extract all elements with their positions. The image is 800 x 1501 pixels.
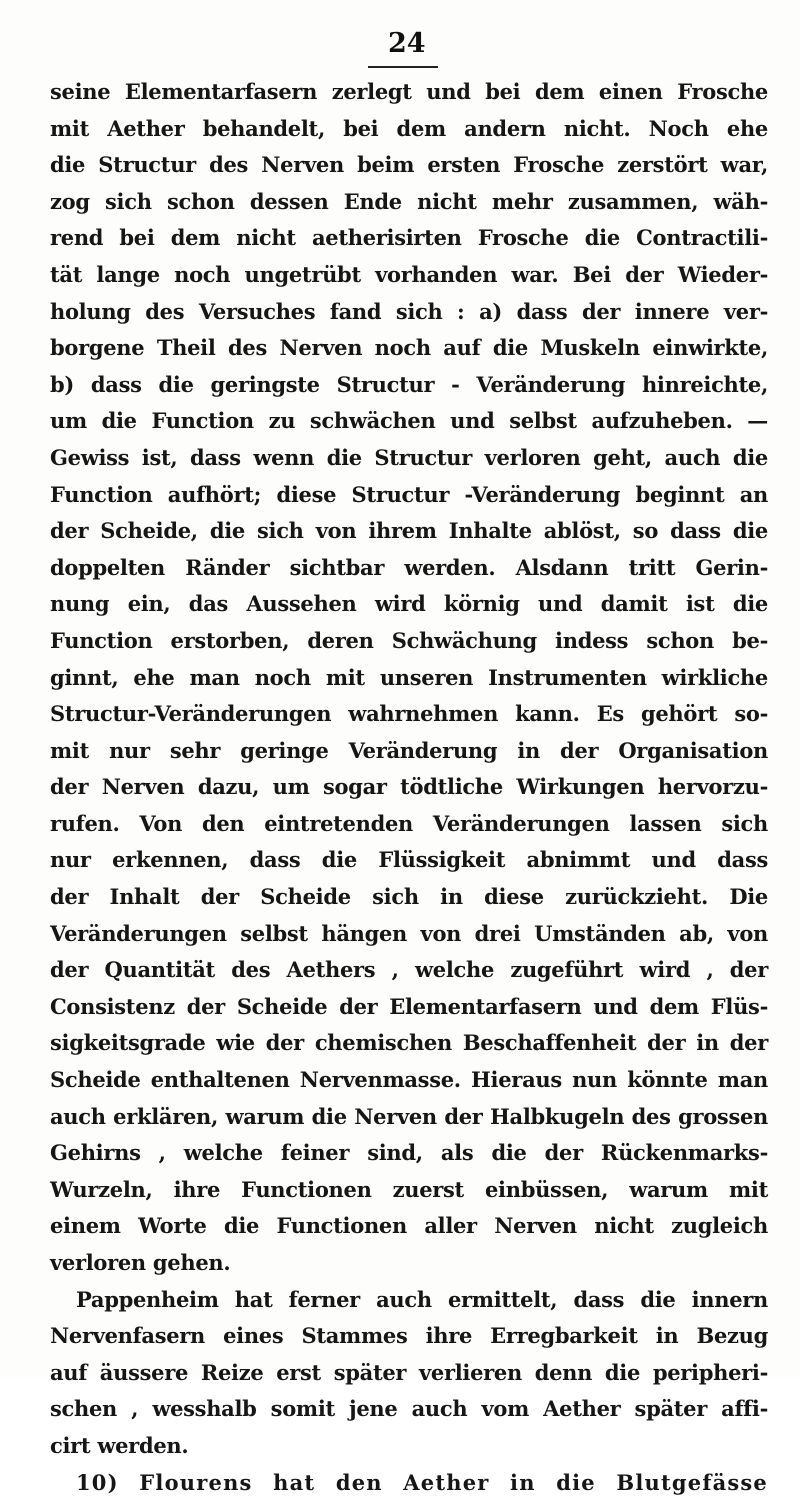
text-line: der Scheide, die sich von ihrem Inhalte ablöst, so dass die [50,518,768,544]
text-line: Gehirns , welche feiner sind, als die der Rückenmarks- [50,1140,768,1166]
text-line: um die Function zu schwächen und selbst aufzuheben. — [50,408,768,434]
text-line: b) dass die geringste Structur - Veränderung hinreichte, [50,371,768,397]
text-line: nur erkennen, dass die Flüssigkeit abnimmt und dass [50,847,768,873]
text-line: schen , wesshalb somit jene auch vom Aether später affi- [50,1396,768,1422]
text-line: der Inhalt der Scheide sich in diese zurückzieht. Die [50,884,768,910]
text-line: Scheide enthaltenen Nervenmasse. Hieraus nun könnte man [50,1067,768,1093]
text-line: die Structur des Nerven beim ersten Frosche zerstört war, [50,152,768,178]
page-number: 24 [388,28,426,59]
text-line: rufen. Von den eintretenden Veränderungen lassen sich [50,810,768,836]
text-line: Wurzeln, ihre Functionen zuerst einbüssen, warum mit [50,1176,768,1202]
text-line: Function erstorben, deren Schwächung indess schon be- [50,627,768,653]
text-line: zog sich schon dessen Ende nicht mehr zusammen, wäh- [50,188,768,214]
text-line: auch erklären, warum die Nerven der Halbkugeln des grossen [50,1103,768,1129]
text-line: der Nerven dazu, um sogar tödtliche Wirkungen hervorzu- [50,774,768,800]
text-line: ginnt, ehe man noch mit unseren Instrumenten wirkliche [50,664,768,690]
text-line: verloren gehen. [50,1250,231,1275]
text-line: Veränderungen selbst hängen von drei Umständen ab, von [50,920,768,946]
text-line: doppelten Ränder sichtbar werden. Alsdann tritt Gerin- [50,554,768,580]
page-number-rule [368,66,438,68]
text-line: Structur-Veränderungen wahrnehmen kann. Es gehört so- [50,701,768,727]
text-line: Consistenz der Scheide der Elementarfasern und dem Flüs- [50,993,768,1019]
text-line: rend bei dem nicht aetherisirten Frosche die Contractili- [50,225,768,251]
text-line: auf äussere Reize erst später verlieren denn die peripheri- [50,1359,768,1385]
text-line: cirt werden. [50,1432,189,1458]
body-text [50,74,768,1501]
text-line: mit nur sehr geringe Veränderung in der Organisation [50,737,768,763]
text-line: tät lange noch ungetrübt vorhanden war. Bei der Wieder- [50,261,768,287]
text-line: seine Elementarfasern zerlegt und bei dem einen Frosche [50,79,768,104]
text-line: Function aufhört; diese Structur -Veränderung beginnt an [50,481,768,507]
text-line: mit Aether behandelt, bei dem andern nicht. Noch ehe [50,115,768,141]
text-line: holung des Versuches fand sich : a) dass der innere ver- [50,298,768,324]
text-line: der Quantität des Aethers , welche zugeführt wird , der [50,957,768,983]
text-line: borgene Theil des Nerven noch auf die Muskeln einwirkte, [50,335,768,361]
text-line: nung ein, das Aussehen wird körnig und damit ist die [50,591,768,617]
text-line: Pappenheim hat ferner auch ermittelt, dass die innern [76,1286,768,1312]
text-line: Gewiss ist, dass wenn die Structur verloren geht, auch die [50,444,768,470]
text-line: sigkeitsgrade wie der chemischen Beschaffenheit der in der [50,1030,768,1056]
text-line: einem Worte die Functionen aller Nerven nicht zugleich [50,1213,768,1239]
text-line: Nervenfasern eines Stammes ihre Erregbarkeit in Bezug [50,1323,768,1349]
text-line: 10) Flourens hat den Aether in die Blutgefässe [76,1469,768,1495]
